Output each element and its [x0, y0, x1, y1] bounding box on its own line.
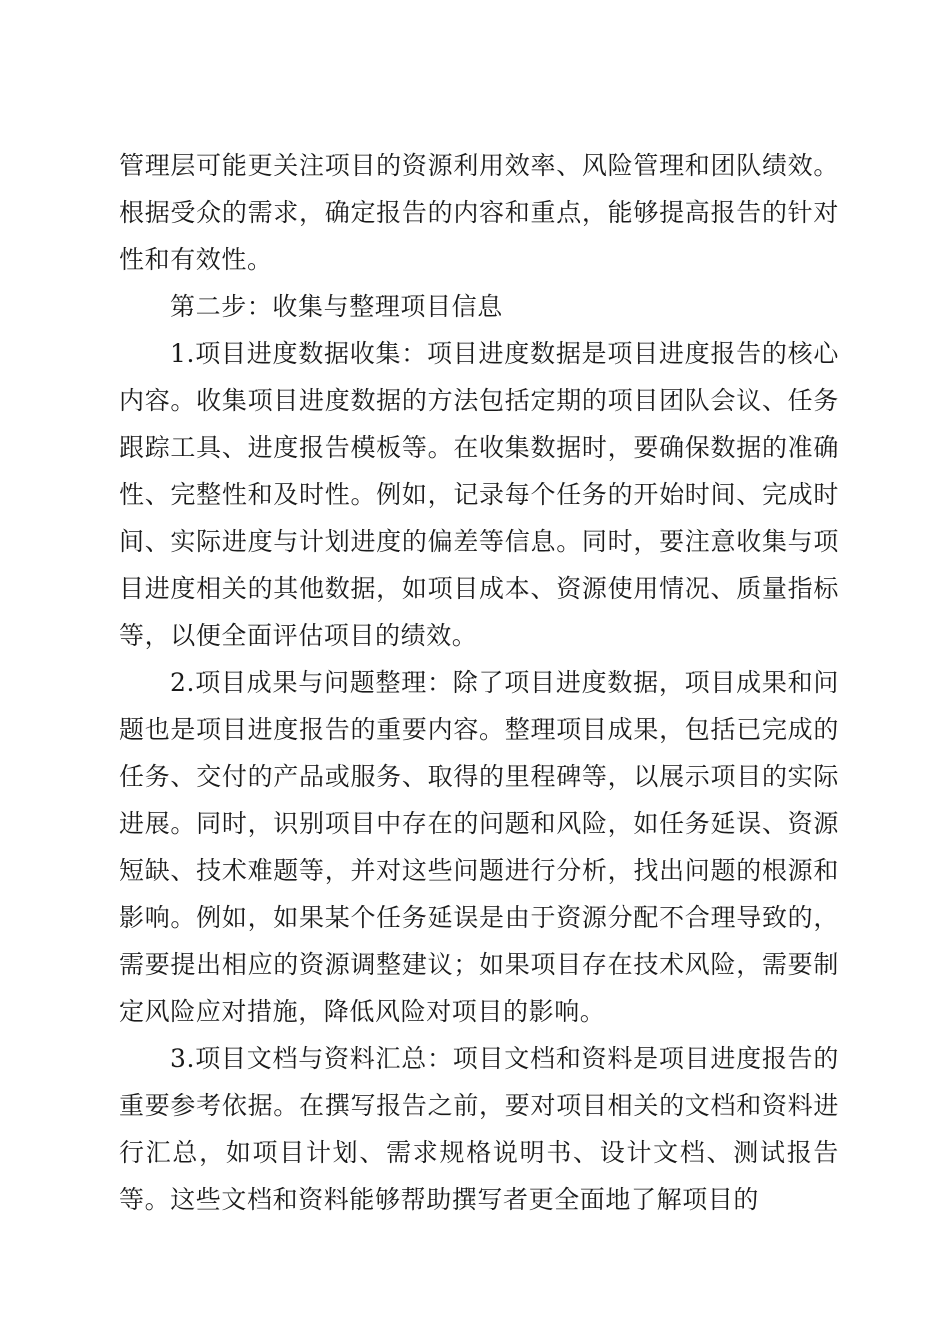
- paragraph-results-issues: 2.项目成果与问题整理：除了项目进度数据，项目成果和问题也是项目进度报告的重要内容。整理项目成果，包括已完成的任务、交付的产品或服务、取得的里程碑等，以展示项目的实际进展。同时，识别项目中存在的问题和风险，如任务延误、资源短缺、技术难题等，并对这些问题进行分析，找出问题的根源和影响。例如，如果某个任务延误是由于资源分配不合理导致的，需要提出相应的资源调整建议；如果项目存在技术风险，需要制定风险应对措施，降低风险对项目的影响。: [119, 668, 839, 1026]
- paragraph-audience-continuation: 管理层可能更关注项目的资源利用效率、风险管理和团队绩效。根据受众的需求，确定报告的内容和重点，能够提高报告的针对性和有效性。: [119, 151, 839, 274]
- section-heading-step-two: 第二步：收集与整理项目信息: [170, 292, 503, 321]
- document-body: [119, 142, 839, 1223]
- paragraph-progress-data: 1.项目进度数据收集：项目进度数据是项目进度报告的核心内容。收集项目进度数据的方法包括定期的项目团队会议、任务跟踪工具、进度报告模板等。在收集数据时，要确保数据的准确性、完整性和及时性。例如，记录每个任务的开始时间、完成时间、实际进度与计划进度的偏差等信息。同时，要注意收集与项目进度相关的其他数据，如项目成本、资源使用情况、质量指标等，以便全面评估项目的绩效。: [119, 339, 839, 650]
- paragraph-documents-summary: 3.项目文档与资料汇总：项目文档和资料是项目进度报告的重要参考依据。在撰写报告之前，要对项目相关的文档和资料进行汇总，如项目计划、需求规格说明书、设计文档、测试报告等。这些文档和资料能够帮助撰写者更全面地了解项目的: [119, 1044, 839, 1214]
